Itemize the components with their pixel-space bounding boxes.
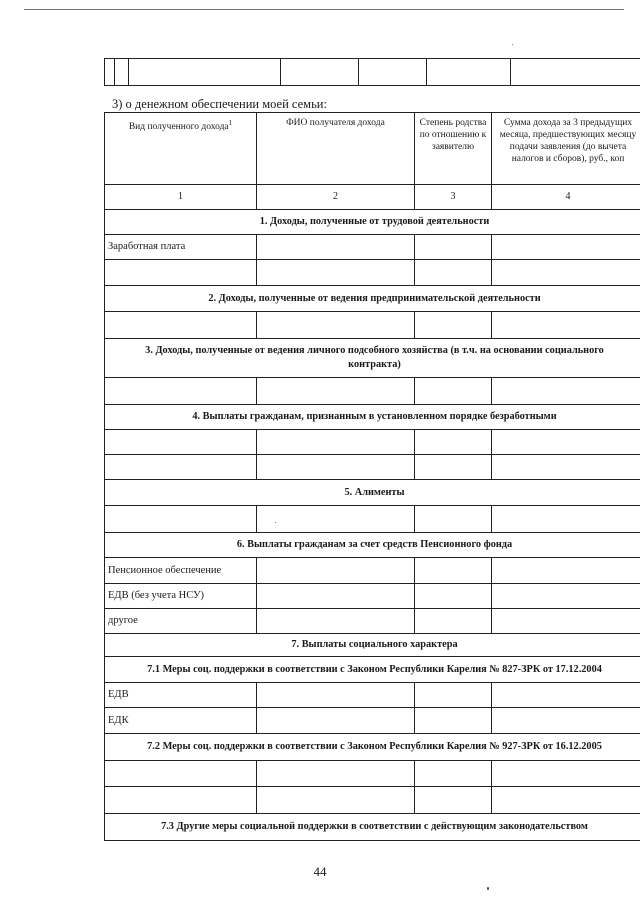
recipient-cell: [257, 683, 415, 708]
column-number: 1: [105, 185, 257, 210]
header-cell-recipient: ФИО получателя дохода: [257, 113, 415, 185]
recipient-cell: [257, 430, 415, 455]
amount-cell: [492, 584, 640, 609]
relationship-cell: [415, 558, 492, 584]
relationship-cell: [415, 430, 492, 455]
group-row: [105, 339, 640, 378]
group-row: [105, 657, 640, 683]
amount-cell: [492, 235, 640, 260]
recipient-cell: [257, 761, 415, 787]
income-type-cell: [105, 455, 257, 480]
data-row: [105, 683, 640, 708]
amount-cell: [492, 761, 640, 787]
footnote-marker: 1: [228, 119, 233, 127]
group-row: [105, 210, 640, 235]
group-title: 7. Выплаты социального характера: [105, 634, 640, 657]
relationship-cell: [415, 455, 492, 480]
group-row: [105, 480, 640, 506]
relationship-cell: [415, 761, 492, 787]
data-row: [105, 558, 640, 584]
amount-cell: [492, 312, 640, 339]
recipient-cell: [257, 378, 415, 405]
top-rule: [24, 9, 624, 10]
scan-speck: [487, 887, 489, 890]
data-row: [105, 455, 640, 480]
income-type-cell: [105, 260, 257, 286]
group-title: 7.3 Другие меры социальной поддержки в соответствии с действующим законодательством: [105, 814, 640, 841]
data-row: [105, 430, 640, 455]
scan-speck: [275, 522, 276, 523]
relationship-cell: [415, 683, 492, 708]
group-title: 1. Доходы, полученные от трудовой деятельности: [105, 210, 640, 235]
recipient-cell: [257, 455, 415, 480]
income-type-cell: [105, 378, 257, 405]
scan-speck: [512, 44, 513, 45]
header-cell-income-type: [105, 113, 257, 185]
data-row: [105, 708, 640, 734]
relationship-cell: [415, 378, 492, 405]
income-type-cell: [105, 761, 257, 787]
group-title: 7.2 Меры соц. поддержки в соответствии с Законом Республики Карелия № 927-ЗРК от 16.12.2005: [105, 734, 640, 761]
amount-cell: [492, 708, 640, 734]
income-type-cell: [105, 430, 257, 455]
data-row: [105, 506, 640, 533]
relationship-cell: [415, 584, 492, 609]
group-row: [105, 734, 640, 761]
relationship-cell: [415, 708, 492, 734]
column-number: 3: [415, 185, 492, 210]
column-number: 4: [492, 185, 640, 210]
amount-cell: [492, 683, 640, 708]
income-type-cell: [105, 506, 257, 533]
amount-cell: [492, 455, 640, 480]
income-table-body: [105, 113, 640, 841]
relationship-cell: [415, 609, 492, 634]
group-title: 6. Выплаты гражданам за счет средств Пенсионного фонда: [105, 533, 640, 558]
income-table-frame: [104, 112, 640, 841]
recipient-cell: [257, 609, 415, 634]
income-type-cell: [105, 787, 257, 814]
recipient-cell: [257, 260, 415, 286]
page-number: 44: [313, 864, 327, 879]
group-row: [105, 533, 640, 558]
income-table: [104, 112, 640, 841]
relationship-cell: [415, 312, 492, 339]
amount-cell: [492, 260, 640, 286]
recipient-cell: [257, 584, 415, 609]
data-row: [105, 260, 640, 286]
data-row: [105, 235, 640, 260]
income-type-cell: ЕДК: [105, 708, 257, 734]
recipient-cell: [257, 558, 415, 584]
amount-cell: [492, 430, 640, 455]
income-type-cell: ЕДВ (без учета НСУ): [105, 584, 257, 609]
amount-cell: [492, 787, 640, 814]
relationship-cell: [415, 787, 492, 814]
income-type-cell: другое: [105, 609, 257, 634]
column-number: 2: [257, 185, 415, 210]
group-title: 3. Доходы, полученные от ведения личного подсобного хозяйства (в т.ч. на основании социального контракта): [105, 339, 640, 378]
relationship-cell: [415, 260, 492, 286]
group-row: [105, 286, 640, 312]
header-cell-amount: Сумма дохода за 3 предыдущих месяца, предшествующих месяцу подачи заявления (до вычета налогов и сборов), руб., коп: [492, 113, 640, 185]
group-title: 7.1 Меры соц. поддержки в соответствии с Законом Республики Карелия № 827-ЗРК от 17.12.2004: [105, 657, 640, 683]
income-type-cell: ЕДВ: [105, 683, 257, 708]
section-heading: 3) о денежном обеспечении моей семьи:: [112, 97, 327, 111]
income-type-cell: [105, 312, 257, 339]
amount-cell: [492, 506, 640, 533]
header-label-income-type: Вид полученного дохода: [128, 122, 229, 133]
amount-cell: [492, 609, 640, 634]
data-row: [105, 761, 640, 787]
relationship-cell: [415, 506, 492, 533]
group-title: 4. Выплаты гражданам, признанным в установленном порядке безработными: [105, 405, 640, 430]
data-row: [105, 584, 640, 609]
data-row: [105, 609, 640, 634]
data-row: [105, 378, 640, 405]
group-row: [105, 814, 640, 841]
header-row: [105, 113, 640, 185]
header-cell-relationship: Степень родства по отношению к заявителю: [415, 113, 492, 185]
data-row: [105, 787, 640, 814]
recipient-cell: [257, 708, 415, 734]
column-number-row: [105, 185, 640, 210]
income-type-cell: Заработная плата: [105, 235, 257, 260]
group-title: 2. Доходы, полученные от ведения предпринимательской деятельности: [105, 286, 640, 312]
amount-cell: [492, 558, 640, 584]
relationship-cell: [415, 235, 492, 260]
group-row: [105, 634, 640, 657]
recipient-cell: [257, 506, 415, 533]
group-title: 5. Алименты: [105, 480, 640, 506]
recipient-cell: [257, 235, 415, 260]
previous-table-fragment: [104, 58, 640, 86]
recipient-cell: [257, 787, 415, 814]
data-row: [105, 312, 640, 339]
recipient-cell: [257, 312, 415, 339]
group-row: [105, 405, 640, 430]
income-type-cell: Пенсионное обеспечение: [105, 558, 257, 584]
amount-cell: [492, 378, 640, 405]
